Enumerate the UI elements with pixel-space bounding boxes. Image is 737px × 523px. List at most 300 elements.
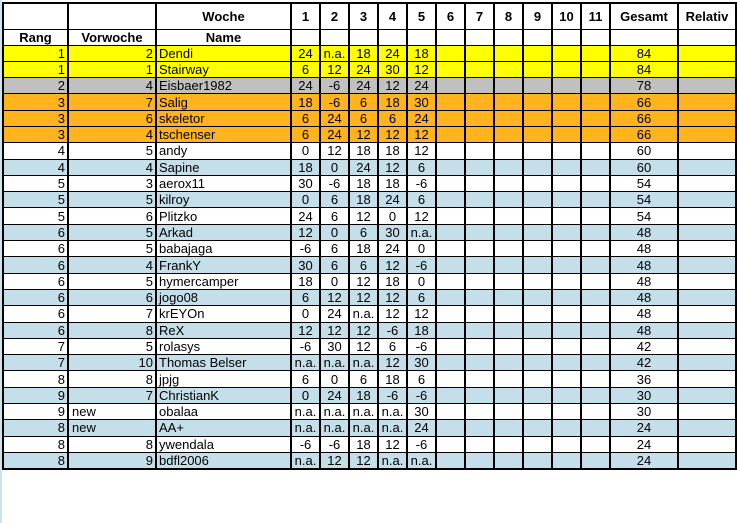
cell-week-7[interactable] xyxy=(465,208,494,224)
cell-week-7[interactable] xyxy=(465,338,494,354)
cell-week-10[interactable] xyxy=(552,45,581,61)
cell-name[interactable]: hymercamper xyxy=(156,273,291,289)
cell-week-10[interactable] xyxy=(552,322,581,338)
cell-rang[interactable]: 3 xyxy=(3,110,68,126)
cell-week-6[interactable] xyxy=(436,45,465,61)
cell-name[interactable]: Stairway xyxy=(156,61,291,77)
cell-week-5[interactable]: 12 xyxy=(407,208,436,224)
cell-week-10[interactable] xyxy=(552,159,581,175)
cell-relativ[interactable] xyxy=(678,306,736,322)
cell-rang[interactable]: 6 xyxy=(3,224,68,240)
cell-week-1[interactable]: 0 xyxy=(291,306,320,322)
cell-week-11[interactable] xyxy=(581,61,610,77)
cell-week-7[interactable] xyxy=(465,126,494,142)
cell-week-5[interactable]: -6 xyxy=(407,175,436,191)
cell-gesamt[interactable]: 48 xyxy=(610,289,678,305)
cell-week-1[interactable]: 6 xyxy=(291,289,320,305)
header-week-10[interactable]: 10 xyxy=(552,3,581,29)
cell-rang[interactable]: 6 xyxy=(3,322,68,338)
cell-week-4[interactable]: 18 xyxy=(378,175,407,191)
cell-relativ[interactable] xyxy=(678,338,736,354)
cell-vorwoche[interactable]: 9 xyxy=(68,452,156,468)
header-blank-cell[interactable] xyxy=(378,29,407,45)
cell-week-2[interactable]: 12 xyxy=(320,289,349,305)
cell-week-4[interactable]: 12 xyxy=(378,436,407,452)
cell-relativ[interactable] xyxy=(678,387,736,403)
cell-week-5[interactable]: 24 xyxy=(407,420,436,436)
cell-week-5[interactable]: 18 xyxy=(407,45,436,61)
cell-week-4[interactable]: 24 xyxy=(378,192,407,208)
cell-name[interactable]: krEYOn xyxy=(156,306,291,322)
cell-gesamt[interactable]: 30 xyxy=(610,387,678,403)
cell-week-7[interactable] xyxy=(465,175,494,191)
cell-vorwoche[interactable]: 10 xyxy=(68,355,156,371)
cell-week-9[interactable] xyxy=(523,452,552,468)
cell-week-2[interactable]: 0 xyxy=(320,273,349,289)
header-blank-cell[interactable] xyxy=(494,29,523,45)
cell-gesamt[interactable]: 84 xyxy=(610,45,678,61)
cell-name[interactable]: ReX xyxy=(156,322,291,338)
cell-week-1[interactable]: 18 xyxy=(291,273,320,289)
cell-week-7[interactable] xyxy=(465,355,494,371)
cell-week-4[interactable]: 30 xyxy=(378,61,407,77)
cell-week-5[interactable]: 18 xyxy=(407,322,436,338)
cell-week-2[interactable]: 30 xyxy=(320,338,349,354)
cell-gesamt[interactable]: 78 xyxy=(610,78,678,94)
cell-vorwoche[interactable]: 8 xyxy=(68,371,156,387)
cell-name[interactable]: andy xyxy=(156,143,291,159)
cell-week-8[interactable] xyxy=(494,241,523,257)
cell-week-1[interactable]: 12 xyxy=(291,322,320,338)
cell-week-11[interactable] xyxy=(581,175,610,191)
cell-gesamt[interactable]: 60 xyxy=(610,159,678,175)
header-blank-cell[interactable] xyxy=(436,29,465,45)
cell-week-3[interactable]: 6 xyxy=(349,371,378,387)
cell-week-2[interactable]: 12 xyxy=(320,452,349,468)
cell-week-3[interactable]: 18 xyxy=(349,241,378,257)
cell-name[interactable]: bdfl2006 xyxy=(156,452,291,468)
cell-vorwoche[interactable]: 7 xyxy=(68,94,156,110)
cell-gesamt[interactable]: 54 xyxy=(610,192,678,208)
cell-relativ[interactable] xyxy=(678,208,736,224)
cell-week-11[interactable] xyxy=(581,338,610,354)
cell-week-1[interactable]: 30 xyxy=(291,175,320,191)
cell-relativ[interactable] xyxy=(678,94,736,110)
cell-week-1[interactable]: 6 xyxy=(291,110,320,126)
cell-week-7[interactable] xyxy=(465,273,494,289)
cell-vorwoche[interactable]: 7 xyxy=(68,306,156,322)
cell-week-3[interactable]: n.a. xyxy=(349,404,378,420)
cell-rang[interactable]: 9 xyxy=(3,404,68,420)
cell-week-6[interactable] xyxy=(436,273,465,289)
cell-week-7[interactable] xyxy=(465,289,494,305)
cell-week-4[interactable]: n.a. xyxy=(378,420,407,436)
cell-week-1[interactable]: -6 xyxy=(291,338,320,354)
cell-gesamt[interactable]: 60 xyxy=(610,143,678,159)
cell-relativ[interactable] xyxy=(678,355,736,371)
cell-vorwoche[interactable]: 4 xyxy=(68,126,156,142)
cell-week-8[interactable] xyxy=(494,208,523,224)
cell-week-5[interactable]: 6 xyxy=(407,192,436,208)
cell-week-5[interactable]: -6 xyxy=(407,387,436,403)
cell-week-1[interactable]: 0 xyxy=(291,143,320,159)
cell-week-10[interactable] xyxy=(552,273,581,289)
cell-week-6[interactable] xyxy=(436,436,465,452)
cell-week-6[interactable] xyxy=(436,420,465,436)
cell-rang[interactable]: 6 xyxy=(3,241,68,257)
cell-week-8[interactable] xyxy=(494,322,523,338)
cell-week-2[interactable]: 24 xyxy=(320,110,349,126)
header-week-5[interactable]: 5 xyxy=(407,3,436,29)
cell-rang[interactable]: 1 xyxy=(3,61,68,77)
cell-name[interactable]: tschenser xyxy=(156,126,291,142)
cell-rang[interactable]: 9 xyxy=(3,387,68,403)
cell-week-9[interactable] xyxy=(523,143,552,159)
cell-week-9[interactable] xyxy=(523,126,552,142)
cell-rang[interactable]: 8 xyxy=(3,436,68,452)
cell-week-4[interactable]: 12 xyxy=(378,289,407,305)
cell-relativ[interactable] xyxy=(678,371,736,387)
cell-rang[interactable]: 8 xyxy=(3,452,68,468)
cell-relativ[interactable] xyxy=(678,289,736,305)
cell-week-3[interactable]: 24 xyxy=(349,78,378,94)
cell-gesamt[interactable]: 36 xyxy=(610,371,678,387)
header-week-4[interactable]: 4 xyxy=(378,3,407,29)
cell-relativ[interactable] xyxy=(678,126,736,142)
cell-week-7[interactable] xyxy=(465,387,494,403)
cell-week-9[interactable] xyxy=(523,306,552,322)
cell-week-5[interactable]: 6 xyxy=(407,371,436,387)
cell-week-1[interactable]: -6 xyxy=(291,436,320,452)
cell-week-3[interactable]: 6 xyxy=(349,110,378,126)
cell-week-1[interactable]: 24 xyxy=(291,208,320,224)
cell-gesamt[interactable]: 48 xyxy=(610,322,678,338)
cell-week-10[interactable] xyxy=(552,289,581,305)
cell-week-9[interactable] xyxy=(523,355,552,371)
cell-week-3[interactable]: 24 xyxy=(349,159,378,175)
cell-vorwoche[interactable]: 5 xyxy=(68,224,156,240)
cell-week-3[interactable]: 18 xyxy=(349,45,378,61)
cell-relativ[interactable] xyxy=(678,241,736,257)
header-week-1[interactable]: 1 xyxy=(291,3,320,29)
cell-week-10[interactable] xyxy=(552,126,581,142)
cell-week-2[interactable]: 12 xyxy=(320,143,349,159)
cell-vorwoche[interactable]: 8 xyxy=(68,436,156,452)
cell-gesamt[interactable]: 30 xyxy=(610,404,678,420)
cell-week-1[interactable]: n.a. xyxy=(291,420,320,436)
cell-week-10[interactable] xyxy=(552,241,581,257)
cell-week-6[interactable] xyxy=(436,387,465,403)
cell-rang[interactable]: 6 xyxy=(3,289,68,305)
cell-week-5[interactable]: 24 xyxy=(407,78,436,94)
cell-week-7[interactable] xyxy=(465,61,494,77)
cell-week-8[interactable] xyxy=(494,94,523,110)
cell-week-10[interactable] xyxy=(552,338,581,354)
cell-week-9[interactable] xyxy=(523,224,552,240)
cell-week-2[interactable]: n.a. xyxy=(320,355,349,371)
cell-week-8[interactable] xyxy=(494,257,523,273)
header-woche[interactable]: Woche xyxy=(156,3,291,29)
cell-week-4[interactable]: 12 xyxy=(378,355,407,371)
cell-week-11[interactable] xyxy=(581,45,610,61)
cell-relativ[interactable] xyxy=(678,192,736,208)
cell-week-8[interactable] xyxy=(494,355,523,371)
cell-rang[interactable]: 4 xyxy=(3,143,68,159)
cell-week-11[interactable] xyxy=(581,322,610,338)
cell-week-4[interactable]: 18 xyxy=(378,94,407,110)
cell-week-6[interactable] xyxy=(436,94,465,110)
cell-week-9[interactable] xyxy=(523,192,552,208)
cell-week-7[interactable] xyxy=(465,436,494,452)
cell-name[interactable]: Plitzko xyxy=(156,208,291,224)
cell-rang[interactable]: 8 xyxy=(3,371,68,387)
cell-week-9[interactable] xyxy=(523,371,552,387)
cell-name[interactable]: babajaga xyxy=(156,241,291,257)
cell-relativ[interactable] xyxy=(678,322,736,338)
cell-rang[interactable]: 8 xyxy=(3,420,68,436)
cell-week-1[interactable]: n.a. xyxy=(291,452,320,468)
cell-week-3[interactable]: 18 xyxy=(349,387,378,403)
cell-rang[interactable]: 7 xyxy=(3,355,68,371)
cell-week-4[interactable]: 18 xyxy=(378,273,407,289)
cell-rang[interactable]: 7 xyxy=(3,338,68,354)
cell-week-11[interactable] xyxy=(581,404,610,420)
cell-week-11[interactable] xyxy=(581,159,610,175)
cell-week-6[interactable] xyxy=(436,241,465,257)
cell-relativ[interactable] xyxy=(678,143,736,159)
cell-week-8[interactable] xyxy=(494,420,523,436)
cell-week-9[interactable] xyxy=(523,208,552,224)
cell-vorwoche[interactable]: 6 xyxy=(68,110,156,126)
cell-relativ[interactable] xyxy=(678,404,736,420)
cell-week-11[interactable] xyxy=(581,289,610,305)
cell-week-3[interactable]: 12 xyxy=(349,126,378,142)
header-blank-cell[interactable] xyxy=(349,29,378,45)
cell-week-5[interactable]: 12 xyxy=(407,306,436,322)
header-week-6[interactable]: 6 xyxy=(436,3,465,29)
cell-week-8[interactable] xyxy=(494,436,523,452)
cell-week-6[interactable] xyxy=(436,355,465,371)
cell-week-2[interactable]: 0 xyxy=(320,224,349,240)
cell-gesamt[interactable]: 48 xyxy=(610,241,678,257)
cell-week-2[interactable]: -6 xyxy=(320,94,349,110)
cell-week-6[interactable] xyxy=(436,78,465,94)
cell-week-5[interactable]: 12 xyxy=(407,61,436,77)
cell-vorwoche[interactable]: 6 xyxy=(68,208,156,224)
header-blank-cell[interactable] xyxy=(552,29,581,45)
cell-week-7[interactable] xyxy=(465,143,494,159)
cell-week-1[interactable]: 12 xyxy=(291,224,320,240)
cell-week-5[interactable]: -6 xyxy=(407,436,436,452)
cell-week-11[interactable] xyxy=(581,224,610,240)
cell-week-5[interactable]: -6 xyxy=(407,257,436,273)
cell-week-4[interactable]: 6 xyxy=(378,110,407,126)
cell-week-4[interactable]: 24 xyxy=(378,241,407,257)
cell-week-5[interactable]: 30 xyxy=(407,94,436,110)
cell-week-4[interactable]: 12 xyxy=(378,257,407,273)
cell-week-1[interactable]: 30 xyxy=(291,257,320,273)
cell-week-1[interactable]: 0 xyxy=(291,192,320,208)
cell-week-5[interactable]: 30 xyxy=(407,404,436,420)
cell-gesamt[interactable]: 48 xyxy=(610,224,678,240)
cell-week-6[interactable] xyxy=(436,192,465,208)
cell-name[interactable]: ChristianK xyxy=(156,387,291,403)
cell-week-4[interactable]: n.a. xyxy=(378,404,407,420)
cell-week-11[interactable] xyxy=(581,126,610,142)
cell-week-8[interactable] xyxy=(494,110,523,126)
cell-week-3[interactable]: 6 xyxy=(349,257,378,273)
cell-week-9[interactable] xyxy=(523,61,552,77)
cell-week-10[interactable] xyxy=(552,224,581,240)
cell-week-7[interactable] xyxy=(465,420,494,436)
cell-week-2[interactable]: 6 xyxy=(320,241,349,257)
header-blank-cell[interactable] xyxy=(678,29,736,45)
header-blank-cell[interactable] xyxy=(610,29,678,45)
cell-week-3[interactable]: 24 xyxy=(349,61,378,77)
header-week-11[interactable]: 11 xyxy=(581,3,610,29)
cell-week-3[interactable]: n.a. xyxy=(349,355,378,371)
header-week-3[interactable]: 3 xyxy=(349,3,378,29)
cell-week-8[interactable] xyxy=(494,61,523,77)
header-blank-cell[interactable] xyxy=(523,29,552,45)
cell-week-5[interactable]: 30 xyxy=(407,355,436,371)
cell-week-4[interactable]: 12 xyxy=(378,78,407,94)
cell-week-9[interactable] xyxy=(523,94,552,110)
cell-week-9[interactable] xyxy=(523,338,552,354)
cell-week-2[interactable]: 6 xyxy=(320,192,349,208)
cell-name[interactable]: Thomas Belser xyxy=(156,355,291,371)
cell-name[interactable]: kilroy xyxy=(156,192,291,208)
cell-week-9[interactable] xyxy=(523,289,552,305)
cell-gesamt[interactable]: 84 xyxy=(610,61,678,77)
cell-week-7[interactable] xyxy=(465,452,494,468)
cell-week-8[interactable] xyxy=(494,371,523,387)
cell-week-8[interactable] xyxy=(494,45,523,61)
cell-gesamt[interactable]: 24 xyxy=(610,420,678,436)
cell-week-7[interactable] xyxy=(465,322,494,338)
cell-week-1[interactable]: 18 xyxy=(291,159,320,175)
cell-relativ[interactable] xyxy=(678,452,736,468)
cell-week-5[interactable]: 6 xyxy=(407,289,436,305)
header-blank-cell[interactable] xyxy=(320,29,349,45)
cell-week-10[interactable] xyxy=(552,257,581,273)
cell-week-2[interactable]: 0 xyxy=(320,159,349,175)
cell-week-11[interactable] xyxy=(581,110,610,126)
cell-name[interactable]: Eisbaer1982 xyxy=(156,78,291,94)
cell-week-9[interactable] xyxy=(523,110,552,126)
cell-week-10[interactable] xyxy=(552,387,581,403)
cell-rang[interactable]: 1 xyxy=(3,45,68,61)
cell-rang[interactable]: 5 xyxy=(3,192,68,208)
header-week-8[interactable]: 8 xyxy=(494,3,523,29)
cell-week-1[interactable]: n.a. xyxy=(291,355,320,371)
cell-week-5[interactable]: n.a. xyxy=(407,224,436,240)
cell-vorwoche[interactable]: 8 xyxy=(68,322,156,338)
cell-gesamt[interactable]: 42 xyxy=(610,355,678,371)
cell-week-8[interactable] xyxy=(494,338,523,354)
cell-week-1[interactable]: 24 xyxy=(291,45,320,61)
cell-week-2[interactable]: 6 xyxy=(320,208,349,224)
cell-week-5[interactable]: n.a. xyxy=(407,452,436,468)
cell-vorwoche[interactable]: 4 xyxy=(68,78,156,94)
cell-week-8[interactable] xyxy=(494,273,523,289)
cell-gesamt[interactable]: 54 xyxy=(610,208,678,224)
cell-week-3[interactable]: 18 xyxy=(349,175,378,191)
cell-week-11[interactable] xyxy=(581,355,610,371)
cell-week-6[interactable] xyxy=(436,126,465,142)
cell-week-2[interactable]: 12 xyxy=(320,61,349,77)
cell-week-11[interactable] xyxy=(581,273,610,289)
header-blank-cell[interactable] xyxy=(407,29,436,45)
cell-week-6[interactable] xyxy=(436,338,465,354)
cell-rang[interactable]: 3 xyxy=(3,94,68,110)
cell-rang[interactable]: 6 xyxy=(3,273,68,289)
cell-week-6[interactable] xyxy=(436,257,465,273)
cell-week-8[interactable] xyxy=(494,404,523,420)
header-vorwoche[interactable]: Vorwoche xyxy=(68,29,156,45)
cell-week-4[interactable]: 24 xyxy=(378,45,407,61)
cell-week-11[interactable] xyxy=(581,371,610,387)
cell-week-6[interactable] xyxy=(436,224,465,240)
cell-name[interactable]: obalaa xyxy=(156,404,291,420)
cell-week-9[interactable] xyxy=(523,420,552,436)
cell-vorwoche[interactable]: new xyxy=(68,404,156,420)
cell-week-11[interactable] xyxy=(581,192,610,208)
cell-week-5[interactable]: 0 xyxy=(407,241,436,257)
cell-week-8[interactable] xyxy=(494,143,523,159)
cell-week-2[interactable]: 6 xyxy=(320,257,349,273)
cell-week-1[interactable]: 24 xyxy=(291,78,320,94)
cell-week-3[interactable]: 12 xyxy=(349,338,378,354)
cell-week-1[interactable]: n.a. xyxy=(291,404,320,420)
cell-rang[interactable]: 6 xyxy=(3,306,68,322)
cell-week-11[interactable] xyxy=(581,420,610,436)
cell-gesamt[interactable]: 66 xyxy=(610,94,678,110)
cell-week-6[interactable] xyxy=(436,110,465,126)
cell-rang[interactable]: 2 xyxy=(3,78,68,94)
header-blank-rang[interactable] xyxy=(3,3,68,29)
cell-week-7[interactable] xyxy=(465,241,494,257)
cell-vorwoche[interactable]: 5 xyxy=(68,338,156,354)
header-week-9[interactable]: 9 xyxy=(523,3,552,29)
cell-relativ[interactable] xyxy=(678,257,736,273)
cell-vorwoche[interactable]: 1 xyxy=(68,61,156,77)
cell-week-2[interactable]: n.a. xyxy=(320,420,349,436)
cell-week-7[interactable] xyxy=(465,45,494,61)
cell-name[interactable]: aerox11 xyxy=(156,175,291,191)
cell-week-1[interactable]: -6 xyxy=(291,241,320,257)
cell-week-6[interactable] xyxy=(436,143,465,159)
cell-vorwoche[interactable]: 4 xyxy=(68,257,156,273)
cell-week-6[interactable] xyxy=(436,61,465,77)
cell-week-5[interactable]: 24 xyxy=(407,110,436,126)
cell-week-9[interactable] xyxy=(523,257,552,273)
cell-name[interactable]: jpjg xyxy=(156,371,291,387)
header-blank-cell[interactable] xyxy=(581,29,610,45)
cell-week-2[interactable]: 0 xyxy=(320,371,349,387)
cell-week-10[interactable] xyxy=(552,143,581,159)
cell-week-1[interactable]: 6 xyxy=(291,371,320,387)
cell-week-2[interactable]: n.a. xyxy=(320,45,349,61)
cell-week-4[interactable]: 12 xyxy=(378,306,407,322)
cell-week-10[interactable] xyxy=(552,436,581,452)
cell-relativ[interactable] xyxy=(678,45,736,61)
cell-week-10[interactable] xyxy=(552,78,581,94)
cell-week-3[interactable]: 12 xyxy=(349,322,378,338)
cell-week-9[interactable] xyxy=(523,436,552,452)
cell-week-9[interactable] xyxy=(523,45,552,61)
cell-name[interactable]: jogo08 xyxy=(156,289,291,305)
